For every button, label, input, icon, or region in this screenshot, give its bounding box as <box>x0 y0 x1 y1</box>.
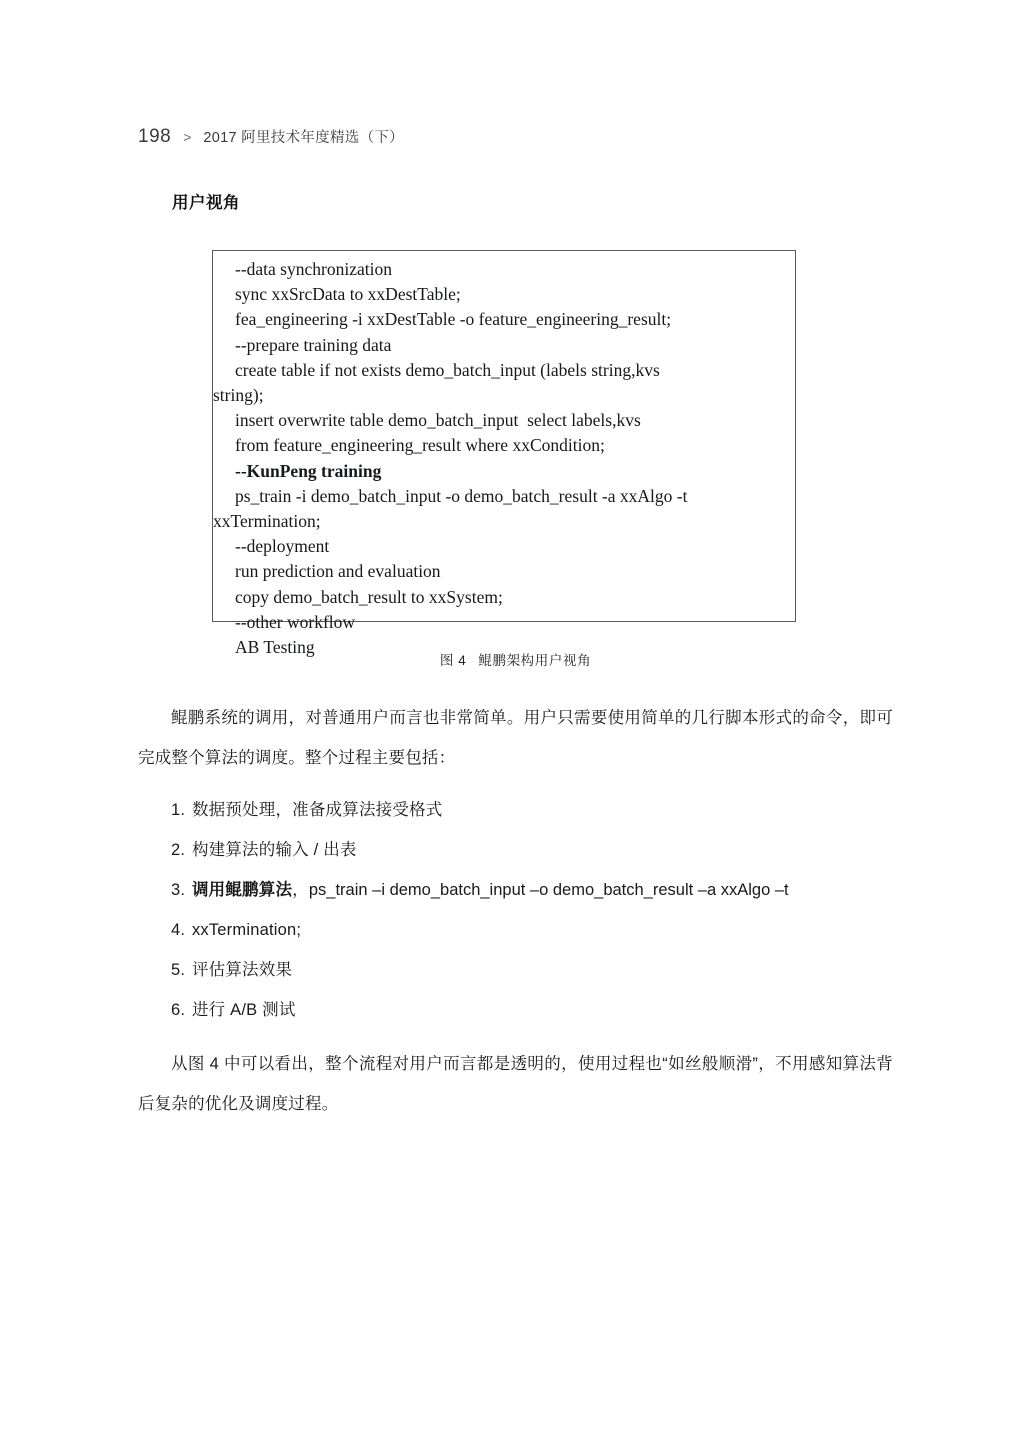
step-number: 6. <box>171 1001 186 1019</box>
code-line: xxTermination; <box>213 511 321 532</box>
step-item <box>138 910 893 950</box>
step-command: ps_train –i demo_batch_input –o demo_batch_result –a xxAlgo –t <box>308 881 789 899</box>
code-line: insert overwrite table demo_batch_input select labels,kvs <box>235 410 641 431</box>
section-heading: 用户视角 <box>172 194 240 212</box>
body-text <box>138 698 893 1124</box>
breadcrumb-separator: > <box>183 129 192 145</box>
step-item <box>138 830 893 870</box>
intro-paragraph: 鲲鹏系统的调用，对普通用户而言也非常简单。用户只需要使用简单的几行脚本形式的命令，即可完成整个算法的调度。整个过程主要包括： <box>138 709 893 767</box>
step-number: 3. <box>171 881 186 899</box>
closing-paragraph: 从图 4 中可以看出，整个流程对用户而言都是透明的，使用过程也“如丝般顺滑”，不用感知算法背后复杂的优化及调度过程。 <box>138 1055 893 1113</box>
step-emphasis: 调用鲲鹏算法 <box>187 881 293 899</box>
code-line: create table if not exists demo_batch_input (labels string,kvs <box>235 359 660 380</box>
code-line: string); <box>213 385 264 406</box>
step-item <box>138 990 893 1030</box>
step-text: 评估算法效果 <box>187 961 293 979</box>
steps-list <box>138 790 893 1030</box>
step-item <box>138 790 893 830</box>
running-head <box>138 126 404 148</box>
figure-caption <box>0 649 1031 669</box>
code-line: fea_engineering -i xxDestTable -o feature_engineering_result; <box>235 309 672 330</box>
figure-code-box <box>212 250 796 658</box>
code-line: --deployment <box>235 536 330 557</box>
code-line: run prediction and evaluation <box>235 561 441 582</box>
code-line: copy demo_batch_result to xxSystem; <box>235 586 503 607</box>
code-line: from feature_engineering_result where xxCondition; <box>235 435 605 456</box>
step-text: 构建算法的输入 / 出表 <box>187 841 357 859</box>
step-text: 数据预处理，准备成算法接受格式 <box>187 801 443 819</box>
step-item <box>138 950 893 990</box>
code-block <box>213 257 787 660</box>
step-text: xxTermination; <box>187 921 302 939</box>
step-number: 5. <box>171 961 186 979</box>
code-line: --KunPeng training <box>235 460 382 481</box>
code-line: --prepare training data <box>235 334 392 355</box>
step-number: 4. <box>171 921 186 939</box>
step-number: 1. <box>171 801 186 819</box>
figure-caption-label: 图 4 <box>439 653 467 668</box>
code-line: AB Testing <box>235 637 315 658</box>
code-line: sync xxSrcData to xxDestTable; <box>235 284 461 305</box>
book-title: 2017 阿里技术年度精选（下） <box>203 130 404 146</box>
code-line: ps_train -i demo_batch_input -o demo_batch_result -a xxAlgo -t <box>235 485 688 506</box>
step-text: 进行 A/B 测试 <box>187 1001 296 1019</box>
step-item <box>138 870 893 910</box>
step-number: 2. <box>171 841 186 859</box>
figure-caption-text: 鲲鹏架构用户视角 <box>478 653 592 668</box>
step-text: ， <box>292 881 309 899</box>
page-number: 198 <box>138 126 172 147</box>
code-line: --other workflow <box>235 611 356 632</box>
code-line: --data synchronization <box>235 259 392 279</box>
